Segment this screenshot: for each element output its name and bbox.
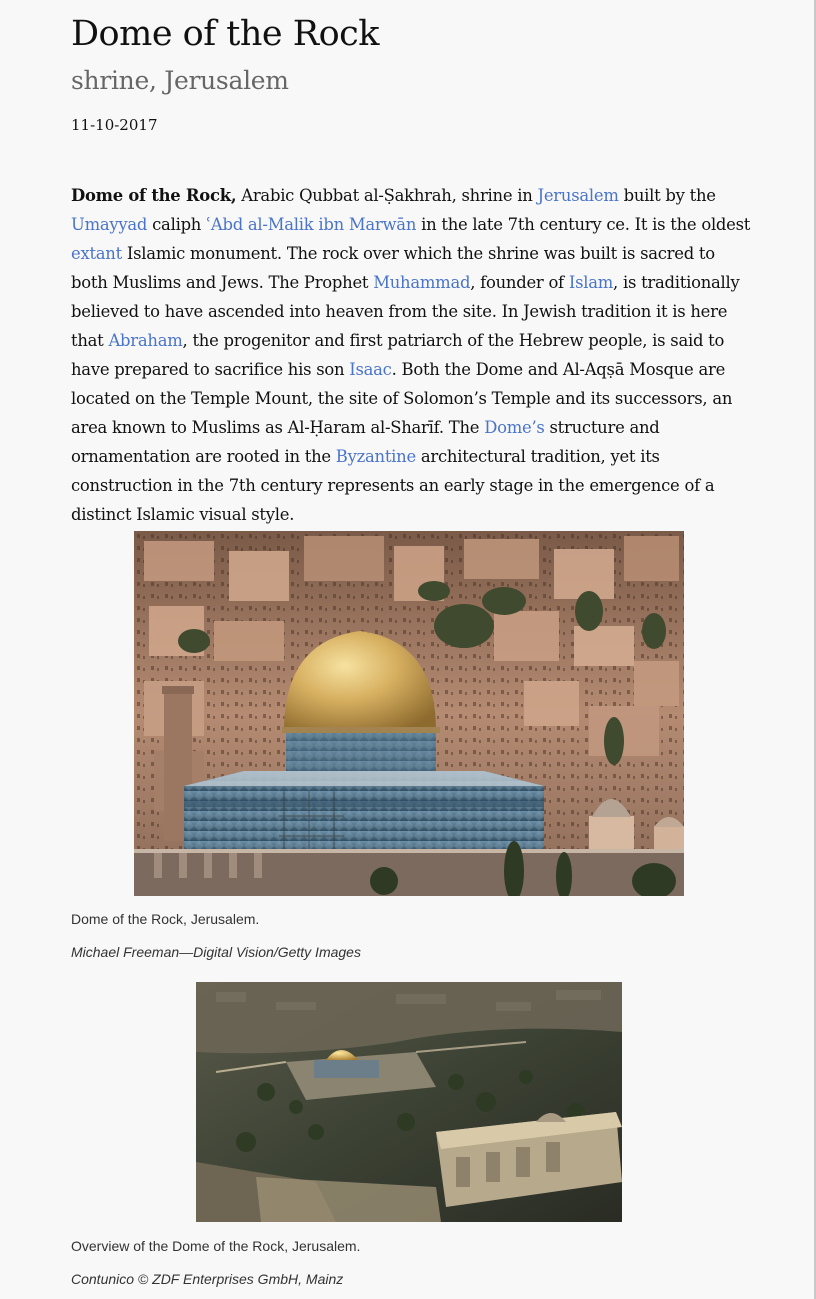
body-text-segment: built by the (618, 186, 716, 206)
link-jerusalem[interactable]: Jerusalem (537, 186, 619, 206)
body-text-segment: Arabic Qubbat al-Ṣakhrah, shrine in (236, 186, 538, 206)
body-text-segment: structure and ornamentation are rooted in the (71, 418, 660, 467)
article-date: 11-10-2017 (71, 116, 158, 134)
body-text-segment: architectural tradition, yet its construction in the 7th century represents an early stage in the emergence of a distinct Islamic visual style. (71, 447, 715, 525)
figure-2-credit: Contunico © ZDF Enterprises GmbH, Mainz (71, 1271, 344, 1287)
link-umayyad[interactable]: Umayyad (71, 215, 148, 235)
link-islam[interactable]: Islam (568, 273, 614, 293)
body-text-segment: , the progenitor and first patriarch of the Hebrew people, is said to have prepared to sacrifice his son (71, 331, 725, 380)
link-byzantine[interactable]: Byzantine (335, 447, 416, 467)
dome-overview-aerial-photo[interactable] (196, 982, 622, 1222)
link-abd-al-malik[interactable]: ʿAbd al-Malik ibn Marwān (206, 215, 417, 235)
link-muhammad[interactable]: Muhammad (373, 273, 471, 293)
link-extant[interactable]: extant (71, 244, 122, 264)
dome-of-the-rock-photo[interactable] (134, 531, 684, 896)
body-text-segment: Islamic monument. The rock over which the shrine was built is sacred to both Muslims and Jews. The Prophet (71, 244, 715, 293)
article-subtitle: shrine, Jerusalem (71, 66, 289, 95)
body-text-segment: caliph (147, 215, 207, 235)
body-text-segment: in the late 7th century ce. It is the oldest (416, 215, 751, 235)
link-domes[interactable]: Dome’s (484, 418, 545, 438)
link-abraham[interactable]: Abraham (108, 331, 183, 351)
body-text-segment: , founder of (470, 273, 569, 293)
article-title: Dome of the Rock (71, 14, 379, 54)
article-body (71, 181, 751, 529)
body-text-segment: . Both the Dome and Al-Aqṣā Mosque are located on the Temple Mount, the site of Solomon’s Temple and its successors, an area known to Muslims as Al-Ḥaram al-Sharīf. The (71, 360, 733, 438)
figure-1-credit: Michael Freeman—Digital Vision/Getty Images (71, 944, 361, 960)
link-isaac[interactable]: Isaac (349, 360, 392, 380)
figure-1-caption: Dome of the Rock, Jerusalem. (71, 911, 260, 927)
body-text-segment: , is traditionally believed to have ascended into heaven from the site. In Jewish tradition it is here that (71, 273, 740, 351)
figure-2-caption: Overview of the Dome of the Rock, Jerusalem. (71, 1238, 361, 1254)
lead-term: Dome of the Rock, (71, 186, 237, 206)
